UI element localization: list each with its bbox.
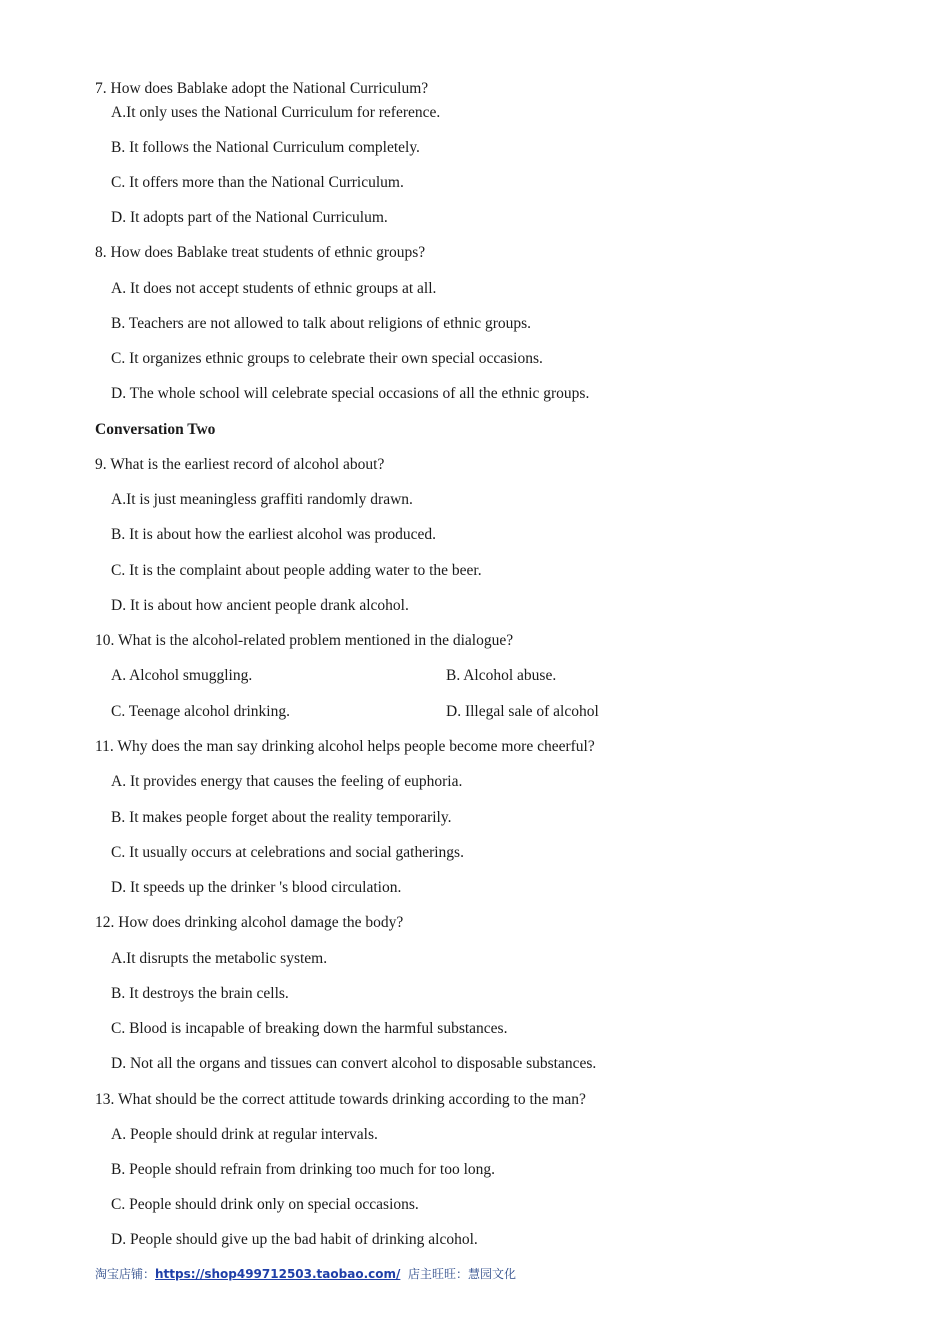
footer-shop-link[interactable]: https://shop499712503.taobao.com/ (155, 1267, 401, 1281)
question-10-option-c: C. Teenage alcohol drinking. (111, 703, 290, 720)
question-9-option-d: D. It is about how ancient people drank alcohol. (111, 597, 409, 614)
question-9-option-c: C. It is the complaint about people adding water to the beer. (111, 562, 482, 579)
question-9-stem: 9. What is the earliest record of alcohol about? (95, 456, 385, 473)
question-7-option-a: A.It only uses the National Curriculum for reference. (111, 104, 441, 121)
question-9-option-b: B. It is about how the earliest alcohol was produced. (111, 526, 436, 543)
footer-owner-text: 店主旺旺：慧园文化 (408, 1267, 517, 1281)
question-12-option-c: C. Blood is incapable of breaking down the harmful substances. (111, 1020, 508, 1037)
question-7-option-c: C. It offers more than the National Curriculum. (111, 174, 404, 191)
question-12-option-d: D. Not all the organs and tissues can convert alcohol to disposable substances. (111, 1055, 597, 1072)
footer (95, 1266, 516, 1282)
question-7-stem: 7. How does Bablake adopt the National Curriculum? (95, 80, 429, 97)
question-13-stem: 13. What should be the correct attitude towards drinking according to the man? (95, 1091, 586, 1108)
question-13-option-b: B. People should refrain from drinking too much for too long. (111, 1161, 495, 1178)
question-9-option-a: A.It is just meaningless graffiti randomly drawn. (111, 491, 413, 508)
question-7-option-d: D. It adopts part of the National Curriculum. (111, 209, 388, 226)
question-12-option-a: A.It disrupts the metabolic system. (111, 950, 328, 967)
question-13-option-c: C. People should drink only on special occasions. (111, 1196, 419, 1213)
question-10-option-d: D. Illegal sale of alcohol (446, 703, 599, 720)
question-12-stem: 12. How does drinking alcohol damage the body? (95, 914, 404, 931)
question-11-option-b: B. It makes people forget about the reality temporarily. (111, 809, 452, 826)
question-8-option-b: B. Teachers are not allowed to talk about religions of ethnic groups. (111, 315, 532, 332)
question-11-option-c: C. It usually occurs at celebrations and social gatherings. (111, 844, 464, 861)
question-7-option-b: B. It follows the National Curriculum completely. (111, 139, 420, 156)
question-10-option-b: B. Alcohol abuse. (446, 667, 557, 684)
question-11-option-a: A. It provides energy that causes the feeling of euphoria. (111, 773, 463, 790)
section-heading: Conversation Two (95, 421, 216, 438)
question-13-option-a: A. People should drink at regular intervals. (111, 1126, 378, 1143)
question-10-option-a: A. Alcohol smuggling. (111, 667, 253, 684)
footer-shop-label: 淘宝店铺： (95, 1267, 156, 1281)
question-13-option-d: D. People should give up the bad habit of drinking alcohol. (111, 1231, 478, 1248)
question-10-stem: 10. What is the alcohol-related problem mentioned in the dialogue? (95, 632, 514, 649)
question-12-option-b: B. It destroys the brain cells. (111, 985, 289, 1002)
question-11-stem: 11. Why does the man say drinking alcohol helps people become more cheerful? (95, 738, 595, 755)
question-8-option-c: C. It organizes ethnic groups to celebrate their own special occasions. (111, 350, 543, 367)
question-8-stem: 8. How does Bablake treat students of ethnic groups? (95, 244, 426, 261)
question-11-option-d: D. It speeds up the drinker 's blood circulation. (111, 879, 402, 896)
question-8-option-a: A. It does not accept students of ethnic groups at all. (111, 280, 437, 297)
question-8-option-d: D. The whole school will celebrate special occasions of all the ethnic groups. (111, 385, 590, 402)
